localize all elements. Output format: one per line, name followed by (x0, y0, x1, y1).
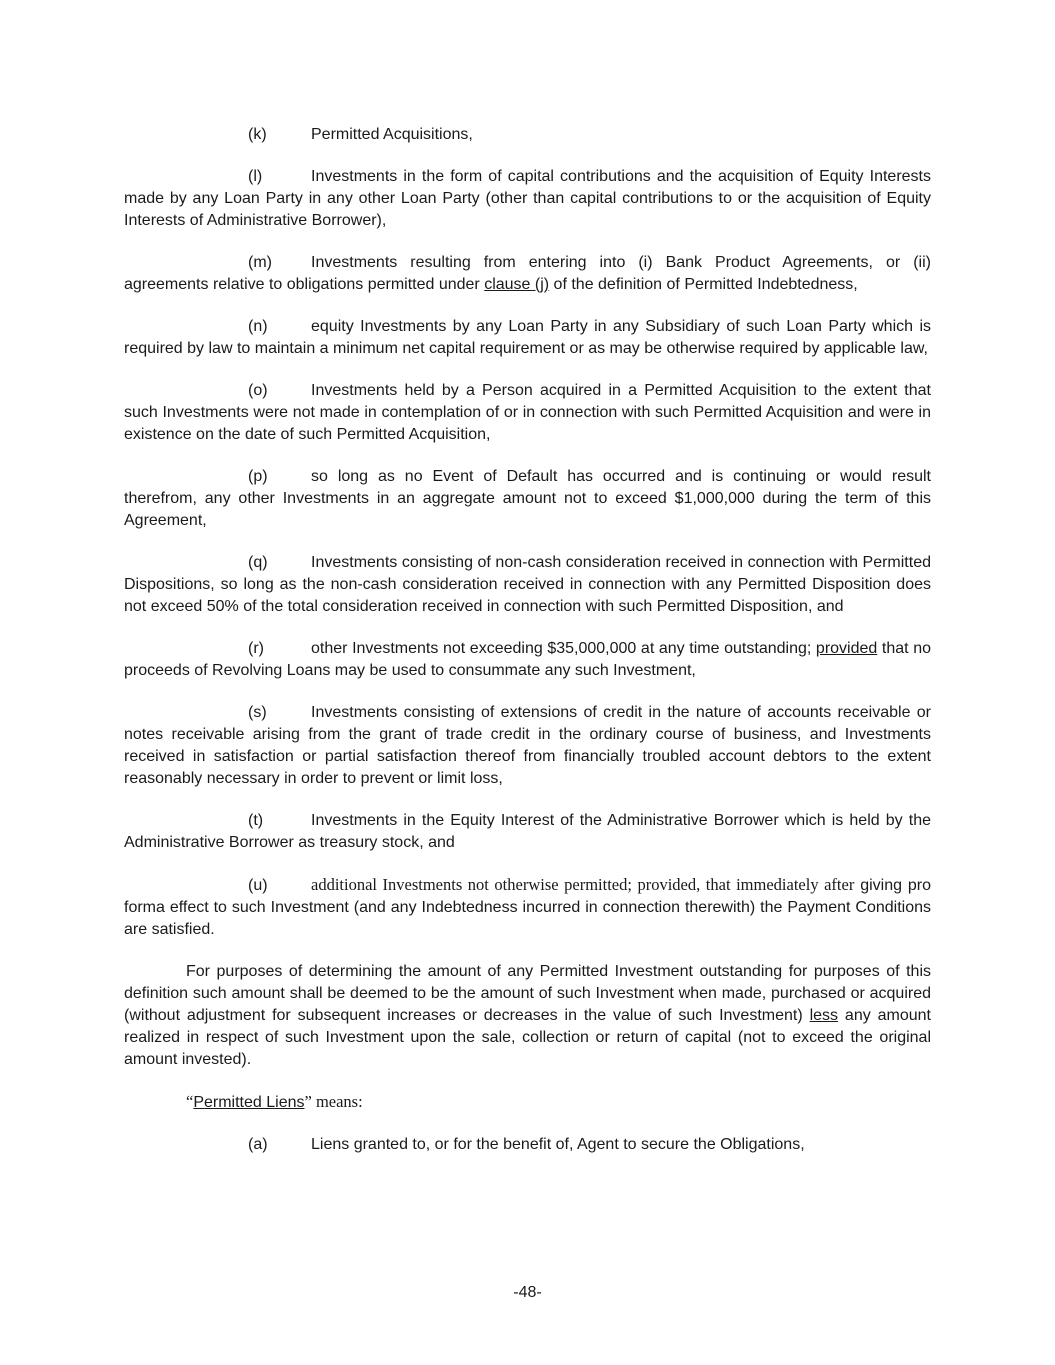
item-p (124, 466, 931, 532)
item-o (124, 380, 931, 446)
item-q (124, 552, 931, 618)
item-s (124, 702, 931, 790)
item-label: (r) (248, 640, 264, 657)
definition-heading (124, 1091, 931, 1114)
item-label: (m) (248, 254, 272, 271)
item-label: (p) (248, 468, 268, 485)
item-text: Investments in the Equity Interest of the Administrative Borrower which is held by the Administrative Borrower as treasury stock, and (124, 812, 931, 851)
item-label: (l) (248, 168, 263, 185)
item-text: equity Investments by any Loan Party in any Subsidiary of such Loan Party which is required by law to maintain a minimum net capital requirement or as may be otherwise required by applicable law, (124, 318, 931, 357)
item-n (124, 316, 931, 360)
clause-reference: clause (j) (484, 276, 550, 293)
means-text: means: (311, 1092, 363, 1111)
item-k (124, 124, 931, 146)
item-text: Permitted Acquisitions, (311, 126, 473, 143)
close-quote: ” (304, 1092, 312, 1111)
item-text-serif: additional Investments not otherwise permitted; provided, that immediately after (311, 875, 855, 894)
item-label: (n) (248, 318, 268, 335)
document-body (124, 124, 931, 1176)
less-term: less (809, 1007, 839, 1024)
item-label: (t) (248, 812, 264, 829)
item-text: that no proceeds of Revolving Loans may be used to consummate any such Investment, (124, 640, 931, 679)
lien-item-a (124, 1134, 931, 1156)
item-text: giving pro forma effect to such Investment (and any Indebtedness incurred in connection therewith) the Payment Conditions are satisfied. (124, 877, 932, 938)
item-text: of the definition of Permitted Indebtedness, (549, 276, 858, 293)
provided-term: provided (815, 640, 878, 657)
item-label: (q) (248, 554, 268, 571)
item-text: Liens granted to, or for the benefit of, Agent to secure the Obligations, (311, 1136, 805, 1153)
item-m (124, 252, 931, 296)
item-label: (a) (248, 1136, 268, 1153)
closing-text: any amount realized in respect of such Investment upon the sale, collection or return of capital (not to exceed the original amount invested). (124, 1007, 931, 1068)
closing-text: For purposes of determining the amount of any Permitted Investment outstanding for purposes of this definition such amount shall be deemed to be the amount of such Investment when made, purchased or acquired (without adjustment for subsequent increases or decreases in the value of such Investment) (124, 963, 931, 1024)
page-number: -48- (513, 1284, 542, 1301)
item-label: (o) (248, 382, 268, 399)
item-text: Investments resulting from entering into (i) Bank Product Agreements, or (ii) agreements relative to obligations permitted under (124, 254, 931, 293)
open-quote: “ (186, 1092, 194, 1111)
item-l (124, 166, 931, 232)
item-text: so long as no Event of Default has occurred and is continuing or would result therefrom, any other Investments in an aggregate amount not to exceed $1,000,000 during the term of this Agreement, (124, 468, 931, 529)
item-text: Investments held by a Person acquired in a Permitted Acquisition to the extent that such Investments were not made in contemplation of or in connection with such Permitted Acquisition and were in existence on the date of such Permitted Acquisition, (124, 382, 931, 443)
closing-paragraph (124, 961, 931, 1071)
item-label: (k) (248, 126, 267, 143)
item-text: Investments consisting of extensions of credit in the nature of accounts receivable or notes receivable arising from the grant of trade credit in the ordinary course of business, and Investments received in satisfaction or partial satisfaction thereof from financially troubled account debtors to the extent reasonably necessary in order to prevent or limit loss, (124, 704, 931, 787)
item-text: Investments consisting of non-cash consideration received in connection with Permitted Dispositions, so long as the non-cash consideration received in connection with any Permitted Disposition does not exceed 50% of the total consideration received in connection with such Permitted Disposition, and (124, 554, 931, 615)
item-t (124, 810, 931, 854)
item-r (124, 638, 931, 682)
item-text: Investments in the form of capital contributions and the acquisition of Equity Interests made by any Loan Party in any other Loan Party (other than capital contributions to or the acquisition of Equity Interests of Administrative Borrower), (124, 168, 931, 229)
item-label: (s) (248, 704, 267, 721)
item-label: (u) (248, 877, 268, 894)
defined-term: Permitted Liens (193, 1094, 305, 1111)
item-u (124, 874, 931, 941)
item-text: other Investments not exceeding $35,000,000 at any time outstanding; (311, 640, 816, 657)
